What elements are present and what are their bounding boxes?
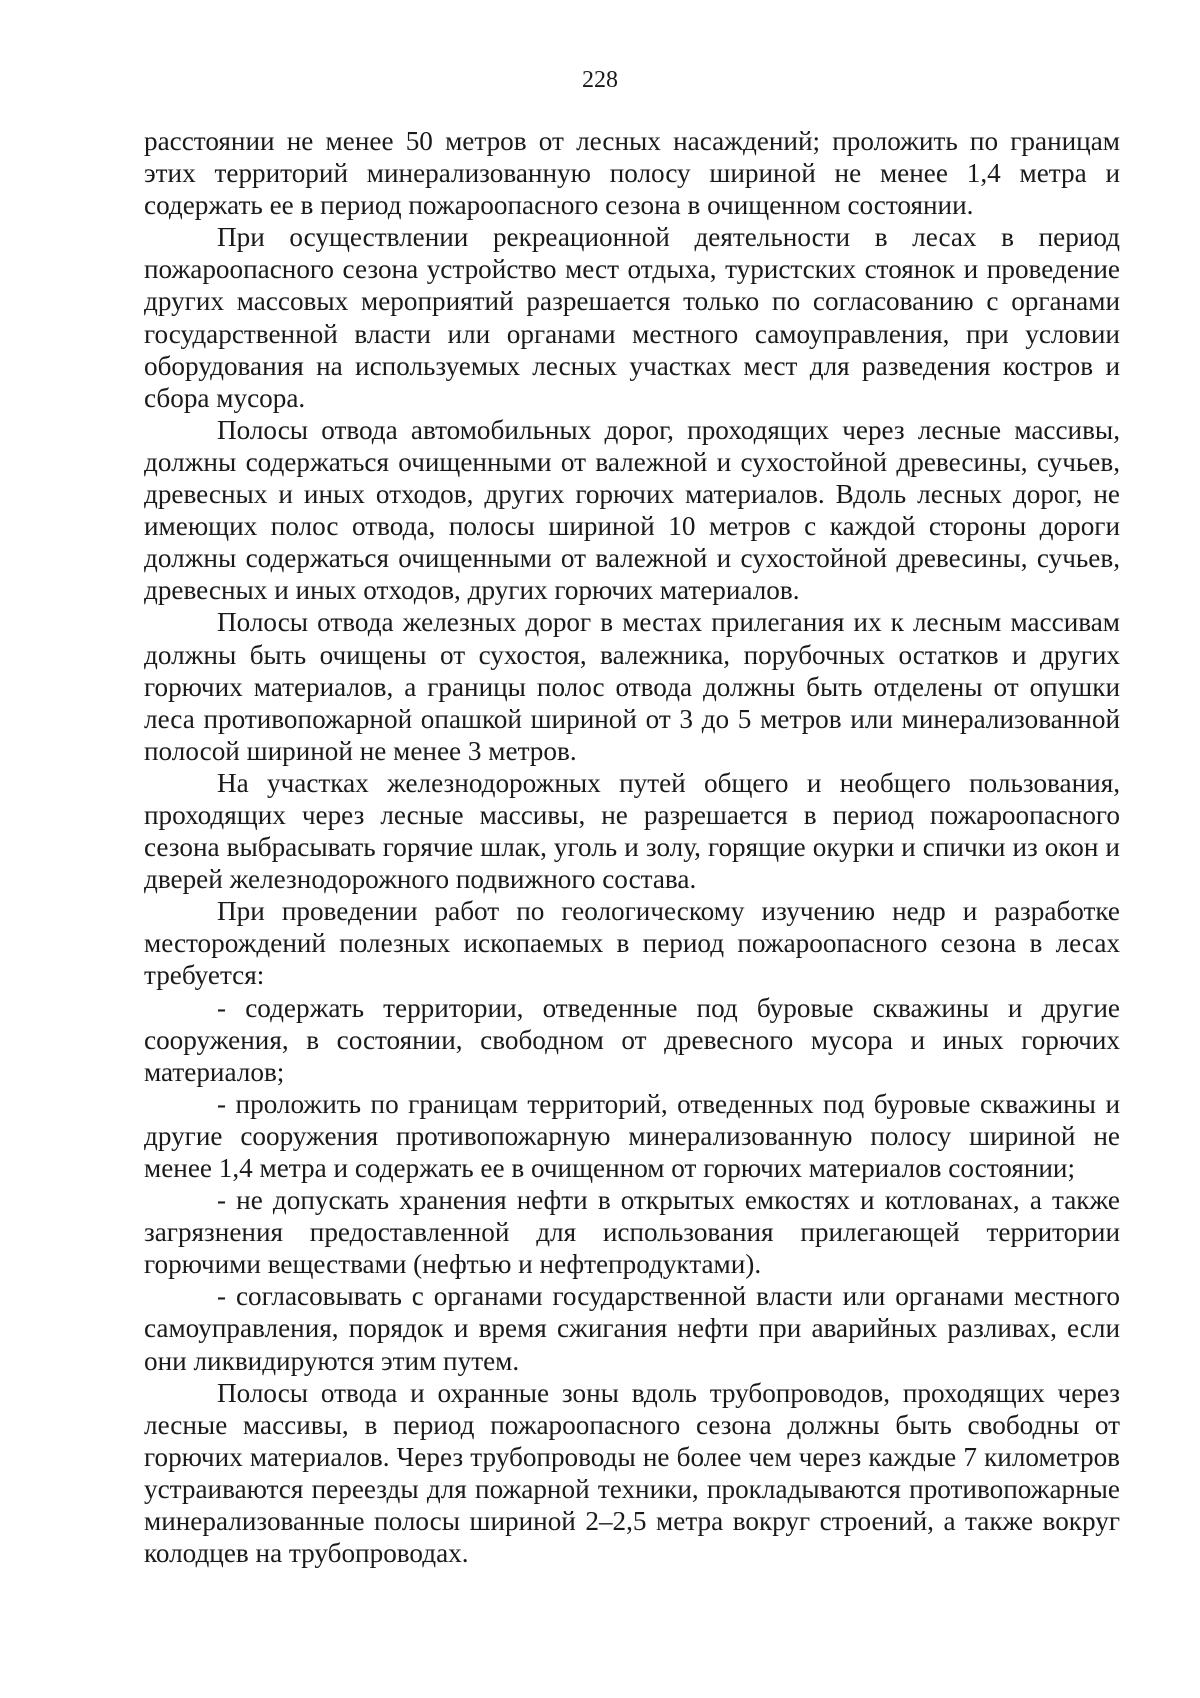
document-body bbox=[144, 125, 1120, 1569]
paragraph-6: При проведении работ по геологическому изучению недр и разработке месторождений полезных ископаемых в период пожароопасного сезона в лесах требуется: bbox=[144, 896, 1120, 991]
list-item-2: - проложить по границам территорий, отведенных под буровые скважины и другие сооружения противопожарную минерализованную полосу шириной не менее 1,4 метра и содержать ее в очищенном от горючих материалов состоянии; bbox=[144, 1088, 1120, 1183]
list-item-1: - содержать территории, отведенные под буровые скважины и другие сооружения, в состоянии, свободном от древесного мусора и иных горючих материалов; bbox=[144, 992, 1120, 1087]
paragraph-4: Полосы отвода железных дорог в местах прилегания их к лесным массивам должны быть очищены от сухостоя, валежника, порубочных остатков и других горючих материалов, а границы полос отвода должны быть отделены от опушки леса противопожарной опашкой шириной от 3 до 5 метров или минерализованной полосой шириной не менее 3 метров. bbox=[144, 607, 1120, 766]
paragraph-5: На участках железнодорожных путей общего и необщего пользования, проходящих через лесные массивы, не разрешается в период пожароопасного сезона выбрасывать горячие шлак, уголь и золу, горящие окурки и спички из окон и дверей железнодорожного подвижного состава. bbox=[144, 767, 1120, 895]
list-item-4: - согласовывать с органами государственной власти или органами местного самоуправления, порядок и время сжигания нефти при аварийных разливах, если они ликвидируются этим путем. bbox=[144, 1281, 1120, 1376]
paragraph-3: Полосы отвода автомобильных дорог, проходящих через лесные массивы, должны содержаться очищенными от валежной и сухостойной древесины, сучьев, древесных и иных отходов, других горючих материалов. Вдоль лесных дорог, не имеющих полос отвода, полосы шириной 10 метров с каждой стороны дороги должны содержаться очищенными от валежной и сухостойной древесины, сучьев, древесных и иных отходов, других горючих материалов. bbox=[144, 414, 1120, 606]
list-item-3: - не допускать хранения нефти в открытых емкостях и котлованах, а также загрязнения предоставленной для использования прилегающей территории горючими веществами (нефтью и нефтепродуктами). bbox=[144, 1185, 1120, 1280]
paragraph-1: расстоянии не менее 50 метров от лесных насаждений; проложить по границам этих территорий минерализованную полосу шириной не менее 1,4 метра и содержать ее в период пожароопасного сезона в очищенном состоянии. bbox=[144, 126, 1120, 221]
paragraph-7: Полосы отвода и охранные зоны вдоль трубопроводов, проходящих через лесные массивы, в период пожароопасного сезона должны быть свободны от горючих материалов. Через трубопроводы не более чем через каждые 7 километров устраиваются переезды для пожарной техники, прокладываются противопожарные минерализованные полосы шириной 2–2,5 метра вокруг строений, а также вокруг колодцев на трубопроводах. bbox=[144, 1377, 1120, 1569]
page-number: 228 bbox=[582, 67, 618, 93]
paragraph-2: При осуществлении рекреационной деятельности в лесах в период пожароопасного сезона устройство мест отдыха, туристских стоянок и проведение других массовых мероприятий разрешается только по согласованию с органами государственной власти или органами местного самоуправления, при условии оборудования на используемых лесных участках мест для разведения костров и сбора мусора. bbox=[144, 222, 1120, 413]
